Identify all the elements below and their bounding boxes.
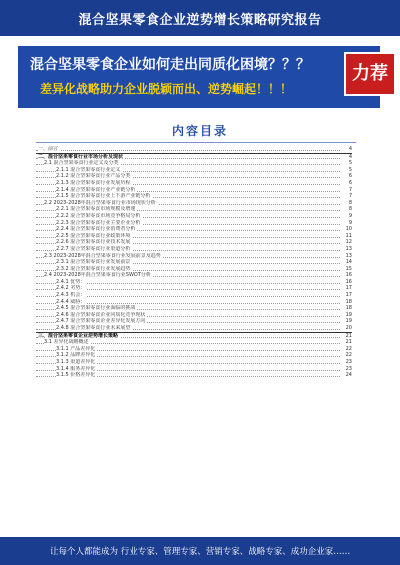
toc-entry[interactable] — [36, 272, 352, 279]
toc-page-number: 20 — [342, 325, 352, 332]
toc-entry-text: 2.2.7 混合坚果零食行业渠道分析 — [56, 245, 131, 252]
toc-entry[interactable] — [36, 213, 352, 220]
toc-page-number: 10 — [342, 226, 352, 233]
toc-entry-text: 3.1.5 价格差异化 — [56, 372, 96, 379]
promo-banner — [18, 46, 380, 108]
toc-entry[interactable] — [36, 193, 352, 200]
toc-page-number: 9 — [342, 213, 352, 220]
toc-entry-text: 2.2.5 混合坚果零食行业政策环境 — [56, 232, 131, 239]
toc-entry[interactable] — [36, 180, 352, 187]
toc-page-number: 7 — [342, 187, 352, 194]
toc-page-number: 19 — [342, 318, 352, 325]
toc-page-number: 8 — [342, 206, 352, 213]
toc-entry-text: 二、混合坚果零食行业市场分析及现状 — [38, 153, 124, 160]
toc-entry[interactable] — [36, 352, 352, 359]
toc-page-number: 17 — [342, 285, 352, 292]
toc-entry[interactable] — [36, 160, 352, 167]
toc-entry-text: 2.2.6 混合坚果零食行业技术发展 — [56, 239, 131, 246]
toc-entry-text: 2.1.4 混合坚果零食行业产业链分析 — [56, 186, 136, 193]
toc-entry[interactable] — [36, 325, 352, 332]
toc-entry[interactable] — [36, 187, 352, 194]
toc-page-number: 5 — [342, 167, 352, 174]
toc-entry[interactable] — [36, 246, 352, 253]
toc-page-number: 19 — [342, 312, 352, 319]
footer-bar — [0, 537, 400, 565]
toc-entry-text: 2.4.6 混合坚果零食企业同质化竞争现状 — [56, 311, 146, 318]
toc-page-number: 7 — [342, 193, 352, 200]
toc-divider — [36, 142, 356, 143]
toc-entry[interactable] — [36, 253, 352, 260]
toc-page-number: 24 — [342, 372, 352, 379]
toc-entry[interactable] — [36, 372, 352, 379]
toc-entry-text: 3.1.1 产品差异化 — [56, 345, 96, 352]
toc-entry-text: 2.2.1 混合坚果零食市场规模及增速 — [56, 206, 136, 213]
toc-page-number: 18 — [342, 299, 352, 306]
toc-entry-text: 2.4.8 混合坚果零食行业未来展望 — [56, 325, 131, 332]
toc-entry-text: 一、前言 — [38, 146, 59, 152]
toc-entry-text: 2.4.4 威胁： — [56, 298, 86, 305]
toc-entry[interactable] — [36, 226, 352, 233]
toc-page-number: 11 — [342, 233, 352, 240]
toc-entry[interactable] — [36, 366, 352, 373]
toc-entry-text: 3.1.2 品牌差异化 — [56, 352, 96, 359]
toc-page-number: 14 — [342, 259, 352, 266]
toc-entry-text: 2.4 2023-2028年混合坚果零食行业SWOT分析 — [44, 272, 151, 279]
toc-entry[interactable] — [36, 339, 352, 346]
toc-entry-text: 2.4.7 混合坚果零食企业差异化发展方向 — [56, 318, 146, 325]
toc-page-number: 16 — [342, 272, 352, 279]
toc-entry[interactable] — [36, 305, 352, 312]
toc-entry[interactable] — [36, 292, 352, 299]
toc-entry-text: 2.2.4 混合坚果零食行业消费者分析 — [56, 226, 136, 233]
toc-entry[interactable] — [36, 318, 352, 325]
toc-leader-dots — [36, 150, 340, 151]
toc-page-number: 9 — [342, 220, 352, 227]
toc-entry[interactable] — [36, 279, 352, 286]
toc-entry-text: 2.4.1 优势： — [56, 278, 86, 285]
toc-entry[interactable] — [36, 259, 352, 266]
toc-entry-text: 2.3.2 混合坚果零食行业发展趋势 — [56, 265, 131, 272]
toc-page-number: 21 — [342, 339, 352, 346]
toc-page-number: 13 — [342, 253, 352, 260]
toc-page-number: 12 — [342, 239, 352, 246]
toc-entry[interactable] — [36, 153, 352, 161]
report-title: 混合坚果零食企业逆势增长策略研究报告 — [78, 13, 322, 28]
toc-page-number: 5 — [342, 160, 352, 167]
toc-entry[interactable] — [36, 285, 352, 292]
header-bar — [0, 0, 400, 36]
toc-title: 内容目录 — [171, 124, 228, 138]
toc-page-number: 18 — [342, 305, 352, 312]
toc-entry[interactable] — [36, 206, 352, 213]
toc-page-number: 21 — [342, 333, 352, 340]
toc-page-number: 23 — [342, 366, 352, 373]
toc-entry[interactable] — [36, 359, 352, 366]
toc-page-number: 4 — [342, 154, 352, 161]
toc-entry-text: 2.1.2 混合坚果零食行业产品分类 — [56, 173, 131, 180]
toc-entry-text: 2.3 2023-2028年混合坚果零食行业发展前景及趋势 — [44, 252, 161, 259]
toc-entry-text: 3.1.4 服务差异化 — [56, 365, 96, 372]
toc-entry[interactable] — [36, 220, 352, 227]
toc-page-number: 17 — [342, 292, 352, 299]
toc-entry-text: 三、混合坚果零食企业逆势增长策略 — [38, 332, 119, 339]
toc-page-number: 22 — [342, 352, 352, 359]
toc-page-number: 6 — [342, 180, 352, 187]
toc-entry[interactable] — [36, 312, 352, 319]
toc-entry-text: 2.4.5 混合坚果零食行业面临的挑战 — [56, 305, 136, 312]
toc-page-number: 22 — [342, 346, 352, 353]
toc-entry-text: 2.2.3 混合坚果零食行业主要企业分析 — [56, 219, 141, 226]
toc-page-number: 13 — [342, 246, 352, 253]
toc-entry-text: 2.4.3 机会： — [56, 292, 86, 299]
toc-entry[interactable] — [36, 299, 352, 306]
toc-entry[interactable] — [36, 266, 352, 273]
toc-page-number: 23 — [342, 359, 352, 366]
toc-entry-text: 2.3.1 混合坚果零食行业发展前景 — [56, 259, 131, 266]
toc-page-number: 6 — [342, 173, 352, 180]
toc-entry[interactable] — [36, 332, 352, 340]
toc-entry-text: 2.1.3 混合坚果零食行业发展历程 — [56, 179, 131, 186]
toc-page-number: 8 — [342, 200, 352, 207]
banner-subheadline: 差异化战略助力企业脱颖而出、逆势崛起！！！ — [40, 82, 293, 96]
toc-entry[interactable] — [36, 146, 352, 153]
toc-entry-text: 3.1 差异化战略概述 — [44, 339, 89, 346]
toc-page-number: 4 — [342, 146, 352, 153]
toc-entry[interactable] — [36, 233, 352, 240]
toc-entry-text: 2.1 混合坚果零食行业定义及分类 — [44, 160, 119, 167]
toc-entry[interactable] — [36, 167, 352, 174]
toc-page-number: 15 — [342, 266, 352, 273]
toc-entry-text: 2.4.2 劣势： — [56, 285, 86, 292]
toc-entry-text: 3.1.3 渠道差异化 — [56, 359, 96, 365]
toc-entry-text: 2.1.1 混合坚果零食行业定义 — [56, 166, 121, 173]
footer-slogan: 让每个人都能成为 行业专家、管理专家、营销专家、战略专家、成功企业家…… — [50, 547, 351, 557]
toc-entry[interactable] — [36, 346, 352, 353]
toc-entry-text: 2.1.5 混合坚果零食行业上下游产业链分析 — [56, 193, 151, 200]
toc-page-number: 16 — [342, 279, 352, 286]
toc-entry-text: 2.2.2 混合坚果零食市场竞争格局分析 — [56, 212, 141, 219]
toc-entry[interactable] — [36, 200, 352, 207]
recommend-badge: 力荐 — [344, 52, 396, 96]
banner-headline: 混合坚果零食企业如何走出同质化困境？？？ — [30, 57, 310, 73]
toc-entry[interactable] — [36, 173, 352, 180]
table-of-contents — [36, 146, 352, 379]
toc-entry[interactable] — [36, 239, 352, 246]
toc-entry-text: 2.2 2023-2028年混合坚果零食行业市场现状分析 — [44, 199, 156, 206]
